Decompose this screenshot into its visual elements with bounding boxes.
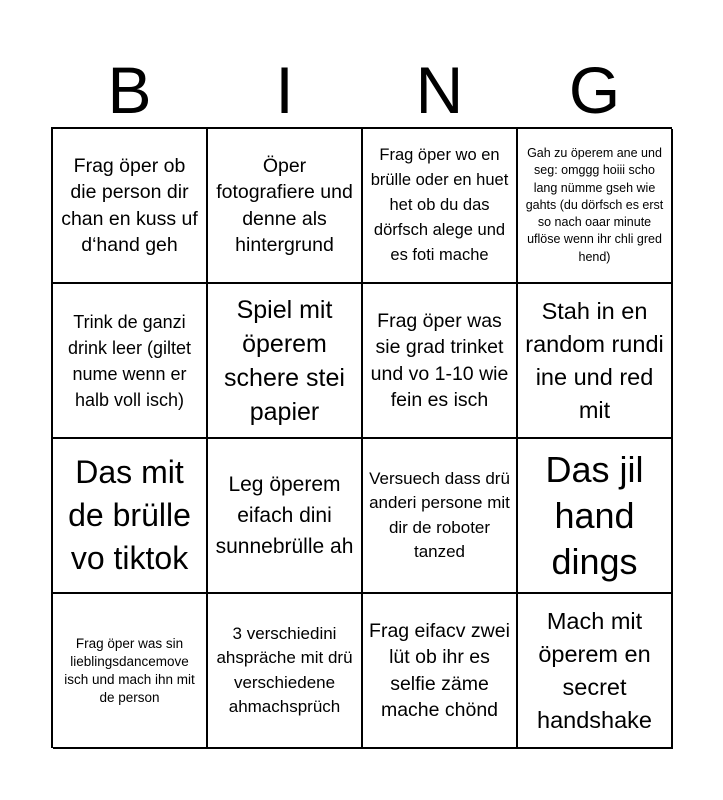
header-letter-b: B xyxy=(107,53,152,127)
bingo-cell-r1c3[interactable] xyxy=(363,129,518,284)
bingo-cell-r3c3[interactable] xyxy=(363,439,518,594)
bingo-cell-r4c4[interactable] xyxy=(518,594,673,749)
cell-text: Trink de ganzi drink leer (giltet nume wenn er halb voll isch) xyxy=(67,311,192,410)
cell-text: Gah zu öperem ane und seg: omggg hoiii scho lang nümme gseh wie gahts (du dörfsch es erst so nach oaar minute uflöse wenn ihr chli gred hend) xyxy=(525,145,664,264)
bingo-cell-r2c2[interactable] xyxy=(208,284,363,439)
bingo-header xyxy=(52,52,672,128)
bingo-cell-r4c1[interactable] xyxy=(53,594,208,749)
bingo-cell-r2c3[interactable] xyxy=(363,284,518,439)
cell-text: Spiel mit öperem schere stei papier xyxy=(224,295,345,426)
header-letter-g: G xyxy=(568,53,621,127)
cell-text: Frag öper ob die person dir chan en kuss uf d‘hand geh xyxy=(61,154,198,256)
cell-text: Frag öper was sie grad trinket und vo 1-10 wie fein es isch xyxy=(370,309,509,411)
cell-text: Frag öper was sin lieblingsdancemove isch und mach ihn mit de person xyxy=(64,635,195,705)
cell-text: Öper fotografiere und denne als hintergrund xyxy=(216,154,353,256)
bingo-cell-r1c1[interactable] xyxy=(53,129,208,284)
bingo-cell-r3c1[interactable] xyxy=(53,439,208,594)
header-letter-n: N xyxy=(415,53,464,127)
cell-text: Versuech dass drü anderi persone mit dir de roboter tanzed xyxy=(369,468,510,561)
bingo-cell-r1c2[interactable] xyxy=(208,129,363,284)
bingo-cell-r3c2[interactable] xyxy=(208,439,363,594)
bingo-cell-r3c4[interactable] xyxy=(518,439,673,594)
cell-text: Leg öperem eifach dini sunnebrülle ah xyxy=(215,473,354,558)
bingo-cell-r1c4[interactable] xyxy=(518,129,673,284)
bingo-cell-r2c1[interactable] xyxy=(53,284,208,439)
cell-text: Stah in en random rundi ine und red mit xyxy=(525,297,664,423)
bingo-cell-r2c4[interactable] xyxy=(518,284,673,439)
cell-text: Frag öper wo en brülle oder en huet het ob du das dörfsch alege und es foti mache xyxy=(370,146,509,264)
cell-text: Das jil hand dings xyxy=(545,448,644,582)
bingo-cell-r4c2[interactable] xyxy=(208,594,363,749)
header-letter-i: I xyxy=(275,53,294,127)
cell-text: Mach mit öperem en secret handshake xyxy=(537,607,652,733)
bingo-board xyxy=(51,127,672,748)
cell-text: Frag eifacv zwei lüt ob ihr es selfie zäme mache chönd xyxy=(369,619,510,721)
cell-text: Das mit de brülle vo tiktok xyxy=(68,454,191,576)
cell-text: 3 verschiedini ahspräche mit drü verschiedene ahmachsprüch xyxy=(216,623,353,716)
bingo-cell-r4c3[interactable] xyxy=(363,594,518,749)
